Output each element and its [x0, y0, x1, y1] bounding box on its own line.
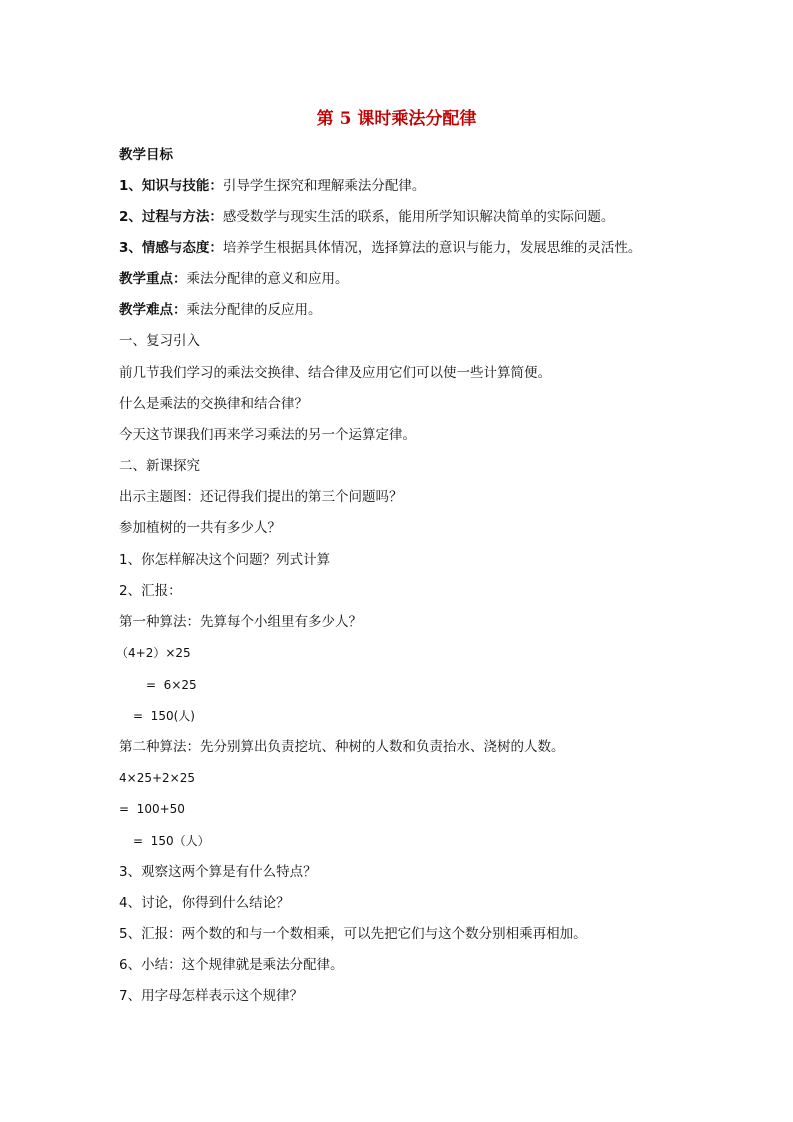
objective-1-text: 引导学生探究和理解乘法分配律。: [222, 178, 426, 194]
paragraph: 参加植树的一共有多少人？: [119, 520, 281, 536]
objective-3-text: 培养学生根据具体情况，选择算法的意识与能力，发展思维的灵活性。: [222, 240, 642, 256]
paragraph: 4、讨论，你得到什么结论？: [119, 895, 290, 911]
paragraph: 今天这节课我们再来学习乘法的另一个运算定律。: [119, 427, 416, 443]
paragraph: 3、观察这两个算是有什么特点？: [119, 864, 317, 880]
paragraph: 2、汇报：: [119, 583, 182, 599]
difficult-point: [119, 301, 322, 319]
objective-1: [119, 177, 425, 195]
objective-3: [119, 239, 641, 257]
paragraph: 第一种算法：先算每个小组里有多少人？: [119, 614, 362, 630]
equation-line: = 150(人): [133, 709, 195, 723]
paragraph: 前几节我们学习的乘法交换律、结合律及应用它们可以使一些计算简便。: [119, 365, 551, 381]
paragraph: 什么是乘法的交换律和结合律？: [119, 396, 308, 412]
paragraph: 6、小结：这个规律就是乘法分配律。: [119, 957, 344, 973]
key-point-label: 教学重点：: [119, 271, 187, 287]
equation-line: （4+2）×25: [116, 646, 191, 660]
section-review: 一、复习引入: [119, 333, 200, 349]
paragraph: 5、汇报：两个数的和与一个数相乘，可以先把它们与这个数分别相乘再相加。: [119, 926, 587, 942]
objectives-heading: 教学目标: [119, 147, 173, 163]
paragraph: 第二种算法：先分别算出负责挖坑、种树的人数和负责抬水、浇树的人数。: [119, 739, 565, 755]
equation-line: = 6×25: [146, 678, 197, 692]
paragraph: 出示主题图：还记得我们提出的第三个问题吗？: [119, 489, 403, 505]
lesson-title: 第 5 课时乘法分配律: [316, 109, 477, 129]
equation-line: = 100+50: [119, 802, 185, 816]
key-point-text: 乘法分配律的意义和应用。: [186, 271, 349, 287]
difficult-point-text: 乘法分配律的反应用。: [186, 302, 322, 318]
objective-3-label: 3、情感与态度：: [119, 240, 223, 256]
section-new-lesson: 二、新课探究: [119, 458, 200, 474]
objective-2-text: 感受数学与现实生活的联系，能用所学知识解决简单的实际问题。: [222, 209, 615, 225]
objective-2: [119, 208, 614, 226]
objective-2-label: 2、过程与方法：: [119, 209, 223, 225]
difficult-point-label: 教学难点：: [119, 302, 187, 318]
equation-line: = 150（人）: [133, 834, 210, 848]
key-point: [119, 270, 349, 288]
objective-1-label: 1、知识与技能：: [119, 178, 223, 194]
paragraph: 7、用字母怎样表示这个规律？: [119, 988, 304, 1004]
equation-line: 4×25+2×25: [119, 771, 195, 785]
paragraph: 1、你怎样解决这个问题？列式计算: [119, 552, 331, 568]
